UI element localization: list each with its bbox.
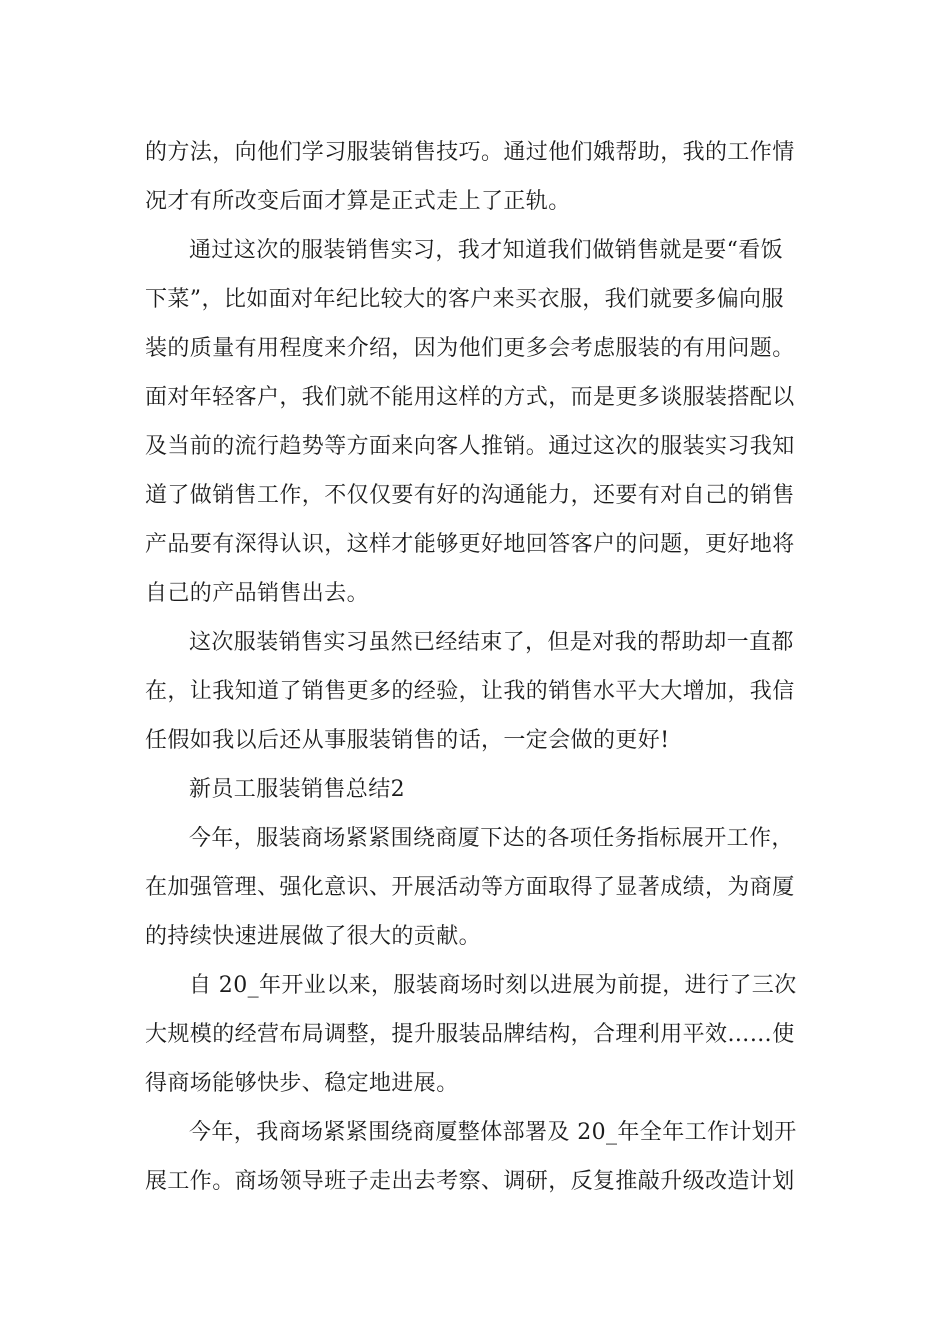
text-line: 自 20_年开业以来，服装商场时刻以进展为前提，进行了三次 — [189, 973, 797, 998]
paragraph-1 — [145, 128, 807, 226]
text-line: 下菜”，比如面对年纪比较大的客户来买衣服，我们就要多偏向服 — [145, 287, 784, 312]
text-line: 的方法，向他们学习服装销售技巧。通过他们娥帮助，我的工作情 — [145, 140, 795, 165]
text-line: 面对年轻客户，我们就不能用这样的方式，而是更多谈服装搭配以 — [145, 385, 795, 410]
text-line: 的持续快速进展做了很大的贡献。 — [145, 924, 482, 949]
text-line: 得商场能够快步、稳定地进展。 — [145, 1071, 459, 1096]
section-heading — [145, 765, 807, 814]
text-line: 装的质量有用程度来介绍，因为他们更多会考虑服装的有用问题。 — [145, 336, 795, 361]
text-line: 展工作。商场领导班子走出去考察、调研，反复推敲升级改造计划 — [145, 1169, 795, 1194]
text-line: 在加强管理、强化意识、开展活动等方面取得了显著成绩，为商厦 — [145, 875, 795, 900]
paragraph-2 — [145, 226, 807, 618]
document-body — [145, 128, 807, 1206]
text-line: 大规模的经营布局调整，提升服装品牌结构，合理利用平效……使 — [145, 1022, 795, 1047]
text-line: 任假如我以后还从事服装销售的话，一定会做的更好! — [145, 728, 670, 753]
text-line: 这次服装销售实习虽然已经结束了，但是对我的帮助却一直都 — [189, 630, 794, 655]
text-line: 通过这次的服装销售实习，我才知道我们做销售就是要“看饭 — [189, 238, 784, 263]
text-line: 自己的产品销售出去。 — [145, 581, 370, 606]
text-line: 今年，服装商场紧紧围绕商厦下达的各项任务指标展开工作， — [189, 826, 794, 851]
heading-line: 新员工服装销售总结2 — [189, 777, 405, 802]
text-line: 今年，我商场紧紧围绕商厦整体部署及 20_年全年工作计划开 — [189, 1120, 797, 1145]
text-line: 道了做销售工作，不仅仅要有好的沟通能力，还要有对自己的销售 — [145, 483, 795, 508]
text-line: 在，让我知道了销售更多的经验，让我的销售水平大大增加，我信 — [145, 679, 795, 704]
text-line: 况才有所改变后面才算是正式走上了正轨。 — [145, 189, 571, 214]
paragraph-5 — [145, 961, 807, 1108]
text-line: 及当前的流行趋势等方面来向客人推销。通过这次的服装实习我知 — [145, 434, 795, 459]
paragraph-4 — [145, 814, 807, 961]
paragraph-3 — [145, 618, 807, 765]
text-line: 产品要有深得认识，这样才能够更好地回答客户的问题，更好地将 — [145, 532, 795, 557]
paragraph-6 — [145, 1108, 807, 1206]
